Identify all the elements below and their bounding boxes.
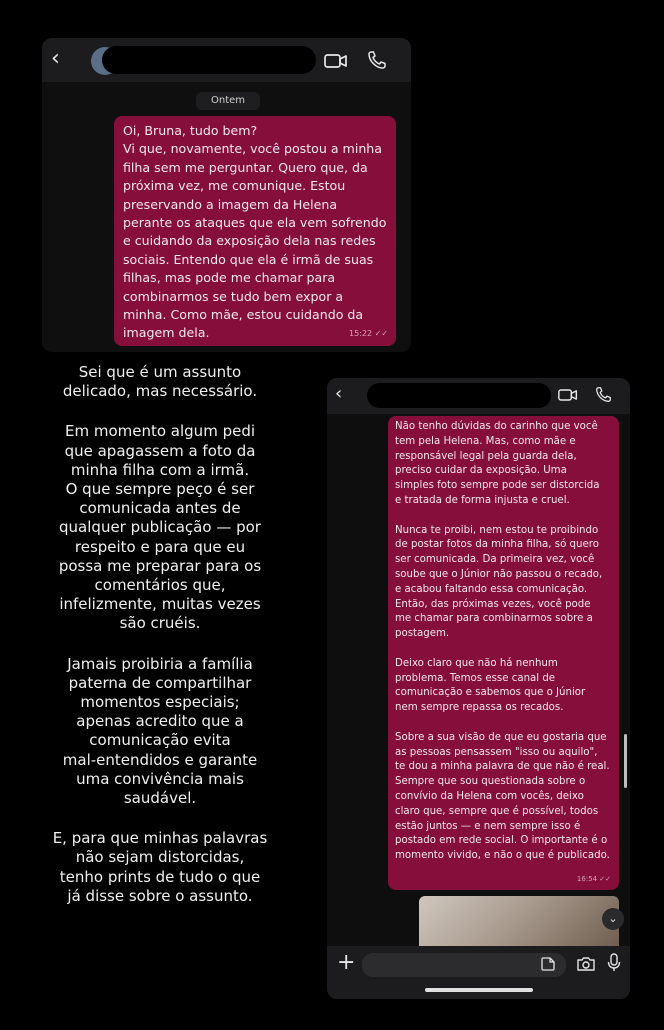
redacted-contact-name xyxy=(367,383,551,408)
message-timestamp: 16:54 ✓✓ xyxy=(576,875,611,884)
message-bubble-sent[interactable] xyxy=(388,416,619,890)
caption-paragraph: Jamais proibiria a família paterna de compartilhar momentos especiais; apenas acredito que a comunicação evita mal-entendidos e garante uma convivência mais saudável. xyxy=(62,654,258,808)
message-paragraph: Não tenho dúvidas do carinho que você tem pela Helena. Mas, como mãe e responsável legal pela guarda dela, preciso cuidar da exposição. Uma simples foto sempre pode ser distorcida e tratada de forma injusta e cruel. xyxy=(395,421,600,506)
caption-text xyxy=(20,363,300,927)
caption-paragraph: Em momento algum pedi que apagassem a foto da minha filha com a irmã. O que sempre peço é ser comunicada antes de qualquer publicação — por respeito e para que eu possa me preparar para os comentários que, infelizmente, muitas vezes são cruéis. xyxy=(58,422,262,633)
plus-icon[interactable]: + xyxy=(337,950,356,975)
camera-icon[interactable] xyxy=(577,956,595,972)
chat-header xyxy=(327,378,630,414)
caption-paragraph: E, para que minhas palavras não sejam distorcidas, tenho prints de tudo o que já disse sobre o assunto. xyxy=(52,829,268,905)
message-timestamp: 15:22 ✓✓ xyxy=(348,328,388,338)
compose-bar xyxy=(327,946,630,999)
chat-screenshot-2 xyxy=(327,378,630,999)
message-text: Oi, Bruna, tudo bem? Vi que, novamente, você postou a minha filha sem me perguntar. Quero que, da próxima vez, me comunique. Estou preservando a imagem da Helena perante os ataques que ela vem sofrendo e cuidando da exposição dela nas redes sociais. Entendo que ela é irmã de suas filhas, mas pode me chamar para combinarmos se tudo bem expor a minha. Como mãe, estou cuidando da imagem dela. xyxy=(123,123,387,341)
chat-screenshot-1 xyxy=(42,38,411,352)
phone-icon[interactable] xyxy=(595,386,612,403)
message-paragraph: Deixo claro que não há nenhum problema. Temos esse canal de comunicação e sabemos que o Júnior nem sempre repassa os recados. xyxy=(395,657,586,714)
back-arrow-icon[interactable]: ‹ xyxy=(51,46,60,71)
sticker-icon[interactable] xyxy=(541,957,555,971)
date-separator: Ontem xyxy=(196,92,260,110)
scrollbar[interactable] xyxy=(624,734,627,788)
redacted-contact-name xyxy=(102,46,316,74)
message-input[interactable] xyxy=(362,953,566,977)
message-paragraph: Nunca te proibi, nem estou te proibindo de postar fotos da minha filha, só quero ser comunicada. Da primeira vez, você soube que o Júnior não passou o recado, e acabou faltando essa comunicação. Então, das próximas vezes, você pode me chamar para combinarmos sobre a postagem. xyxy=(395,524,603,640)
chevron-down-icon[interactable]: ⌄ xyxy=(602,908,624,930)
home-indicator xyxy=(425,988,533,992)
message-paragraph: Sobre a sua visão de que eu gostaria que as pessoas pensassem "isso ou aquilo", te dou a minha palavra de que não é real. Sempre que sou questionada sobre o convívio da Helena com vocês, deixo claro que, sempre que é possível, todos estão juntos — e nem sempre isso é postado em rede social. O importante é o momento vivido, e não o que é publicado. xyxy=(395,731,610,862)
back-arrow-icon[interactable]: ‹ xyxy=(335,383,343,404)
caption-paragraph: Sei que é um assunto delicado, mas necessário. xyxy=(62,363,258,401)
message-bubble-sent[interactable] xyxy=(114,116,396,346)
phone-icon[interactable] xyxy=(367,50,387,70)
chat-header xyxy=(42,38,411,82)
mic-icon[interactable] xyxy=(607,953,621,973)
video-call-icon[interactable] xyxy=(324,53,348,69)
video-call-icon[interactable] xyxy=(558,388,578,402)
